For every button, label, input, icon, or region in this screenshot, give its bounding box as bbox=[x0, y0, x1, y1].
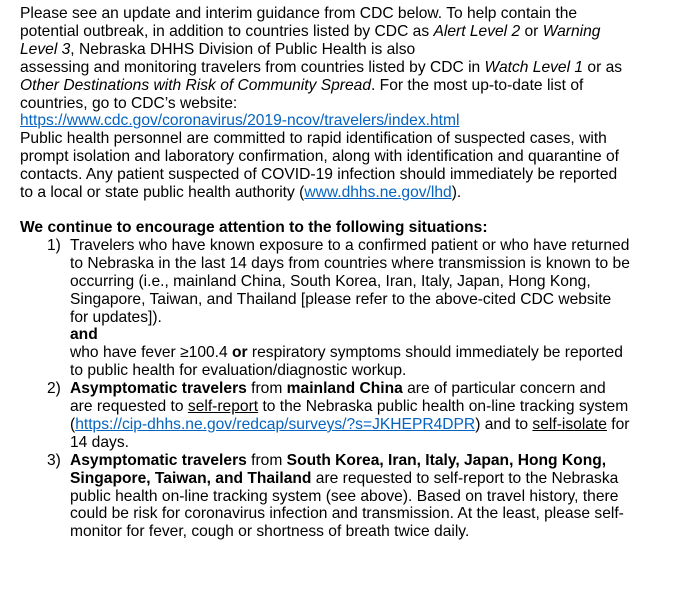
watch-level-1: Watch Level 1 bbox=[484, 58, 584, 76]
self-isolate-term: self-isolate bbox=[532, 415, 607, 433]
paragraph-gap bbox=[20, 202, 690, 219]
dhhs-lhd-link[interactable]: www.dhhs.ne.gov/lhd bbox=[304, 184, 452, 202]
intro-line: Please see an update and interim guidance from CDC below. To help contain the bbox=[20, 5, 578, 22]
intro-paragraph: Please see an update and interim guidance from CDC below. To help contain the potential outbreak, in addition to countries listed by CDC as Alert Level 2 or Warning Level 3, Nebraska DHHS Division of Public Health is also assessing and monitoring travelers from countries listed by CDC in Watch Level 1 or as Other Destinations with Risk of Community Spread. For the most up-to-date list of countries, go to CDC’s website: https://www.cdc.gov/coronavirus/2019-ncov/travelers/index.html bbox=[20, 5, 623, 130]
redcap-survey-link[interactable]: https://cip-dhhs.ne.gov/redcap/surveys/?s=JKHEPR4DPR bbox=[75, 415, 476, 433]
list-number: 2) bbox=[47, 380, 61, 398]
list-number: 3) bbox=[47, 451, 61, 469]
list-number: 1) bbox=[47, 236, 61, 254]
self-report-term: self-report bbox=[187, 398, 259, 416]
cdc-travelers-link[interactable]: https://www.cdc.gov/coronavirus/2019-ncov/travelers/index.html bbox=[20, 112, 460, 130]
other-destinations: Other Destinations with Risk of Community Spread bbox=[20, 76, 371, 94]
alert-level-2: Alert Level 2 bbox=[433, 22, 521, 40]
and-connector: and bbox=[70, 326, 98, 344]
situations-list bbox=[20, 237, 690, 541]
list-item: 3) Asymptomatic travelers from South Korea, Iran, Italy, Japan, Hong Kong, Singapore, Taiwan, and Thailand are requested to self-report to the Nebraska public health on-line tracking system (see above). Based on travel history, there could be risk for coronavirus infection and transmission. At the least, please self- monitor for fever, cough or shortness of breath twice daily. bbox=[47, 451, 624, 541]
personnel-paragraph: Public health personnel are committed to rapid identification of suspected cases, with prompt isolation and laboratory confirmation, along with identification and quarantine of contacts. Any patient suspected of COVID-19 infection should immediately be reported to a local or state public health authority (www.dhhs.ne.gov/lhd). bbox=[20, 130, 619, 202]
situations-heading: We continue to encourage attention to the following situations: bbox=[20, 218, 488, 236]
list-item: 1) Travelers who have known exposure to a confirmed patient or who have returned to Nebraska in the last 14 days from countries where transmission is known to be occurring (i.e., mainland China, South Korea, Iran, Italy, Japan, Hong Kong, Singapore, Taiwan, and Thailand [please refer to the above-cited CDC website for updates]). and who have fever ≥100.4 or respiratory symptoms should immediately be reported to public health for evaluation/diagnostic workup. bbox=[47, 236, 630, 380]
list-item: 2) Asymptomatic travelers from mainland China are of particular concern and are requested to self-report to the Nebraska public health on-line tracking system (https://cip-dhhs.ne.gov/redcap/surveys/?s=JKHEPR4DPR) and to self-isolate for 14 days. bbox=[47, 380, 630, 451]
warning-level-3: Warning bbox=[542, 22, 601, 40]
